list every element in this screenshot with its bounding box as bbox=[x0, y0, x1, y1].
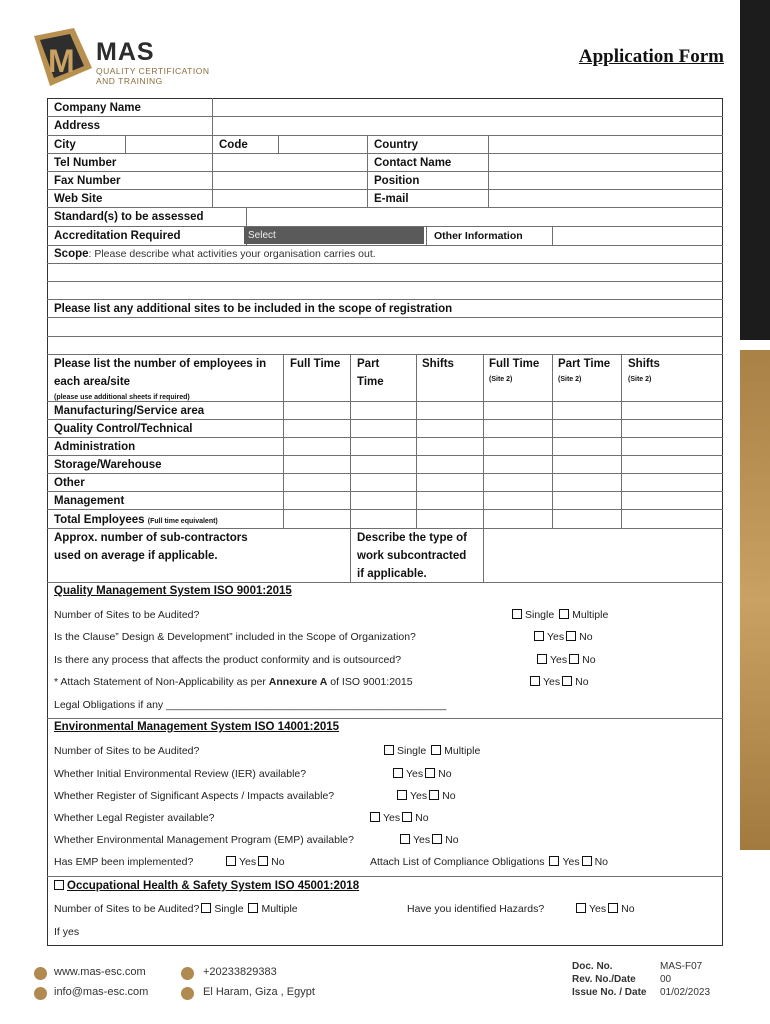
label-standards: Standard(s) to be assessed bbox=[54, 211, 204, 223]
ems-q3-options[interactable]: Yes No bbox=[395, 790, 456, 803]
checkbox-icon bbox=[226, 856, 236, 866]
accreditation-select[interactable]: Select bbox=[244, 227, 424, 244]
footer-email[interactable]: info@mas-esc.com bbox=[54, 986, 149, 998]
form-title: Application Form bbox=[578, 46, 724, 67]
col-part-time-line2: Time bbox=[357, 376, 384, 388]
employees-question-line2: each area/site bbox=[54, 376, 131, 388]
checkbox-icon bbox=[432, 834, 442, 844]
qms-q4: * Attach Statement of Non-Applicability as per Annexure A of ISO 9001:2015 bbox=[54, 676, 413, 688]
ems-q5: Whether Environmental Management Program (EMP) available? bbox=[54, 834, 354, 846]
label-other-information: Other Information bbox=[434, 230, 523, 242]
scope-row: Scope: Please describe what activities your organisation carries out. bbox=[54, 248, 376, 260]
row-other: Other bbox=[54, 477, 85, 489]
checkbox-icon bbox=[576, 903, 586, 913]
ems-q4-options[interactable]: Yes No bbox=[368, 812, 429, 825]
checkbox-icon bbox=[549, 856, 559, 866]
ems-q1-options[interactable]: Single Multiple bbox=[382, 745, 480, 758]
checkbox-icon bbox=[512, 609, 522, 619]
describe-line3: if applicable. bbox=[357, 568, 427, 580]
footer-address: El Haram, Giza , Egypt bbox=[203, 986, 315, 998]
qms-q2-options[interactable]: Yes No bbox=[532, 631, 593, 644]
doc-no: MAS-F07 bbox=[660, 961, 703, 972]
checkbox-icon bbox=[429, 790, 439, 800]
col-shifts: Shifts bbox=[422, 358, 454, 370]
ems-q4: Whether Legal Register available? bbox=[54, 812, 215, 824]
site2-note-c: (Site 2) bbox=[628, 376, 652, 383]
checkbox-icon bbox=[530, 676, 540, 686]
label-address: Address bbox=[54, 120, 101, 132]
checkbox-icon bbox=[397, 790, 407, 800]
row-manufacturing: Manufacturing/Service area bbox=[54, 405, 205, 417]
phone-icon bbox=[181, 967, 194, 980]
ohs-if-yes: If yes bbox=[54, 926, 80, 938]
label-company-name: Company Name bbox=[54, 102, 141, 114]
row-administration: Administration bbox=[54, 441, 136, 453]
row-total-employees: Total Employees (Full time equivalent) bbox=[54, 514, 218, 526]
checkbox-icon bbox=[537, 654, 547, 664]
side-decoration-dark bbox=[740, 0, 770, 340]
label-position: Position bbox=[374, 175, 420, 187]
checkbox-icon bbox=[248, 903, 258, 913]
ems-q6-options[interactable]: Yes No bbox=[224, 856, 285, 869]
globe-icon bbox=[34, 967, 47, 980]
label-website: Web Site bbox=[54, 193, 103, 205]
logo-subtitle: QUALITY CERTIFICATION AND TRAINING bbox=[96, 66, 210, 86]
qms-q3-options[interactable]: Yes No bbox=[535, 654, 596, 667]
side-decoration-gold bbox=[740, 350, 770, 850]
label-fax: Fax Number bbox=[54, 175, 121, 187]
label-city: City bbox=[54, 139, 76, 151]
subcontractors-line2: used on average if applicable. bbox=[54, 550, 218, 562]
checkbox-icon bbox=[258, 856, 268, 866]
qms-q1-options[interactable]: Single Multiple bbox=[510, 609, 608, 622]
ohs-q1[interactable]: Number of Sites to be Audited? Single Multiple bbox=[54, 903, 298, 915]
rev-label: Rev. No./Date bbox=[572, 974, 636, 985]
employees-note: (please use additional sheets if required) bbox=[54, 394, 190, 401]
checkbox-icon bbox=[400, 834, 410, 844]
checkbox-icon bbox=[566, 631, 576, 641]
mail-icon bbox=[34, 987, 47, 1000]
label-email: E-mail bbox=[374, 193, 409, 205]
issue-date: 01/02/2023 bbox=[660, 987, 711, 998]
checkbox-icon bbox=[370, 812, 380, 822]
checkbox-icon bbox=[562, 676, 572, 686]
qms-q4-options[interactable]: Yes No bbox=[528, 676, 589, 689]
checkbox-icon bbox=[425, 768, 435, 778]
describe-line1: Describe the type of bbox=[357, 532, 467, 544]
qms-section-title: Quality Management System ISO 9001:2015 bbox=[54, 585, 292, 597]
site2-note-b: (Site 2) bbox=[558, 376, 582, 383]
logo-name: MAS bbox=[96, 38, 155, 66]
checkbox-icon bbox=[534, 631, 544, 641]
qms-q3: Is there any process that affects the product conformity and is outsourced? bbox=[54, 654, 402, 666]
col-part-time-site2: Part Time bbox=[558, 358, 611, 370]
col-part-time-line1: Part bbox=[357, 358, 380, 370]
row-quality-control: Quality Control/Technical bbox=[54, 423, 193, 435]
label-accreditation: Accreditation Required bbox=[54, 230, 181, 242]
checkbox-icon bbox=[384, 745, 394, 755]
qms-legal-obligations: Legal Obligations if any ________________________________________________ bbox=[54, 699, 447, 711]
col-full-time-site2: Full Time bbox=[489, 358, 540, 370]
qms-q1: Number of Sites to be Audited? bbox=[54, 609, 200, 621]
home-icon bbox=[181, 987, 194, 1000]
checkbox-icon bbox=[402, 812, 412, 822]
col-shifts-site2: Shifts bbox=[628, 358, 660, 370]
describe-line2: work subcontracted bbox=[357, 550, 467, 562]
ems-q7: Attach List of Compliance Obligations Yes No bbox=[370, 856, 609, 868]
issue-label: Issue No. / Date bbox=[572, 987, 647, 998]
checkbox-icon bbox=[569, 654, 579, 664]
subcontractors-line1: Approx. number of sub-contractors bbox=[54, 532, 248, 544]
site2-note-a: (Site 2) bbox=[489, 376, 513, 383]
checkbox-icon bbox=[201, 903, 211, 913]
col-full-time: Full Time bbox=[290, 358, 341, 370]
ems-q3: Whether Register of Significant Aspects / Impacts available? bbox=[54, 790, 335, 802]
footer-phone: +20233829383 bbox=[203, 966, 277, 978]
qms-q2: Is the Clause” Design & Development” included in the Scope of Organization? bbox=[54, 631, 416, 643]
label-code: Code bbox=[219, 139, 248, 151]
footer-website[interactable]: www.mas-esc.com bbox=[54, 966, 146, 978]
mas-logo-mark bbox=[34, 28, 92, 86]
ems-q2: Whether Initial Environmental Review (IER) available? bbox=[54, 768, 307, 780]
row-storage: Storage/Warehouse bbox=[54, 459, 162, 471]
ems-q6: Has EMP been implemented? bbox=[54, 856, 194, 868]
checkbox-icon bbox=[393, 768, 403, 778]
label-contact-name: Contact Name bbox=[374, 157, 452, 169]
ohs-section-title[interactable]: Occupational Health & Safety System ISO 45001:2018 bbox=[54, 880, 359, 892]
ems-q5-options[interactable]: Yes No bbox=[398, 834, 459, 847]
label-tel: Tel Number bbox=[54, 157, 117, 169]
ohs-q2: Have you identified Hazards? bbox=[407, 903, 545, 915]
checkbox-icon bbox=[431, 745, 441, 755]
checkbox-icon bbox=[608, 903, 618, 913]
employees-question-line1: Please list the number of employees in bbox=[54, 358, 267, 370]
ems-q1: Number of Sites to be Audited? bbox=[54, 745, 200, 757]
row-management: Management bbox=[54, 495, 125, 507]
ohs-q2-options[interactable]: Yes No bbox=[574, 903, 635, 916]
doc-no-label: Doc. No. bbox=[572, 961, 613, 972]
checkbox-icon bbox=[582, 856, 592, 866]
checkbox-icon bbox=[559, 609, 569, 619]
ems-section-title: Environmental Management System ISO 14001:2015 bbox=[54, 721, 340, 733]
ems-q2-options[interactable]: Yes No bbox=[391, 768, 452, 781]
label-country: Country bbox=[374, 139, 419, 151]
label-additional-sites: Please list any additional sites to be included in the scope of registration bbox=[54, 303, 453, 315]
checkbox-icon bbox=[54, 880, 64, 890]
svg-text:M: M bbox=[48, 43, 75, 79]
rev-no: 00 bbox=[660, 974, 672, 985]
